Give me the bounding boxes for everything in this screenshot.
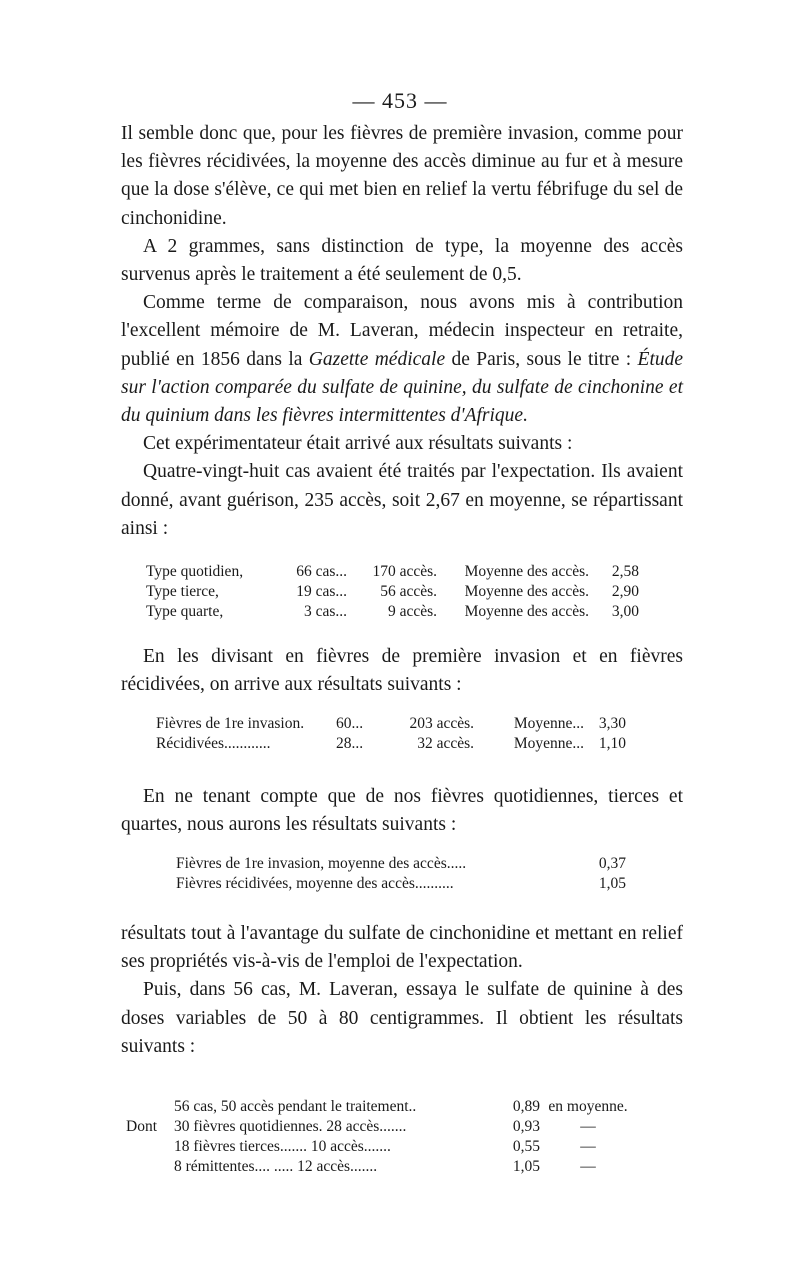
table-row (146, 562, 639, 582)
attacks-cell: 56 accès. (380, 583, 437, 600)
text-block-division (121, 643, 683, 699)
suffix-cell: — (580, 1158, 596, 1175)
para3-start: Comme terme de comparaison, nous avons mis à contribution l'excellent mémoire de M. Laveran, médecin inspecteur en retraite, publié en 1856 dans la (121, 292, 683, 370)
cases-cell: 60... (336, 715, 364, 732)
paragraph-two-grams: A 2 grammes, sans distinction de type, la moyenne des accès survenus après le traitement a été seulement de 0,5. (121, 235, 683, 286)
mean-label-cell: Fièvres de 1re invasion, moyenne des accès..... (176, 855, 467, 872)
journal-title: Gazette médicale (308, 348, 446, 370)
table-row (146, 582, 639, 602)
type-cell: Type quotidien, (146, 563, 244, 580)
mean-label-cell: Moyenne... (513, 715, 584, 732)
text-block-own-results (121, 783, 683, 839)
mean-value-cell: 1,10 (598, 735, 626, 752)
table-expectation-invasion (156, 714, 626, 754)
mean-value-cell: 3,00 (611, 603, 639, 620)
cases-cell: 3 cas... (303, 603, 347, 620)
mean-value-cell: 3,30 (598, 715, 626, 732)
attacks-cell: 203 accès. (409, 715, 474, 732)
paragraph-own-results: En ne tenant compte que de nos fièvres quotidiennes, tierces et quartes, nous aurons les résultats suivants : (121, 786, 683, 836)
mean-value-cell: 1,05 (598, 875, 626, 892)
description-cell: 56 cas, 50 accès pendant le traitement.. (174, 1098, 417, 1115)
text-block-intro (121, 120, 683, 543)
table-row (176, 854, 626, 874)
table-row (156, 734, 626, 754)
table-row (176, 874, 626, 894)
table-row (126, 1157, 636, 1177)
mean-value-cell: 0,37 (598, 855, 626, 872)
paragraph-laveran-reference (121, 289, 683, 430)
type-cell: Fièvres de 1re invasion. (156, 715, 305, 732)
cases-cell: 66 cas... (296, 563, 347, 580)
suffix-cell: — (580, 1118, 596, 1135)
paragraph-quinine-trial: Puis, dans 56 cas, M. Laveran, essaya le sulfate de quinine à des doses variables de 50 à 80 centigrammes. Il obtient les résultats suivants : (121, 979, 683, 1057)
study-title: Étude sur l'action comparée du sulfate de quinine, du sulfate de cinchonine et du quinium dans les fièvres intermittentes d'Afrique. (121, 348, 684, 427)
description-cell: 30 fièvres quotidiennes. 28 accès....... (174, 1118, 407, 1135)
paragraph-dose-trend: Il semble donc que, pour les fièvres de première invasion, comme pour les fièvres récidivées, la moyenne des accès diminue au fur et à mesure que la dose s'élève, ce qui met bien en relief la vertu fébrifuge du sel de cinchonidine. (121, 123, 683, 229)
table-row (126, 1137, 636, 1157)
prefix-cell (126, 1157, 174, 1177)
mean-label-cell: Moyenne des accès. (464, 603, 589, 620)
para3-mid: de Paris, sous le titre : (445, 348, 638, 370)
mean-value-cell: 0,93 (512, 1118, 540, 1135)
paragraph-advantage: résultats tout à l'avantage du sulfate de cinchonidine et mettant en relief ses propriétés vis-à-vis de l'emploi de l'expectation. (121, 923, 683, 973)
paragraph-expectation: Quatre-vingt-huit cas avaient été traités par l'expectation. Ils avaient donné, avant guérison, 235 accès, soit 2,67 en moyenne, se répartissant ainsi : (121, 461, 683, 539)
description-cell: 8 rémittentes.... ..... 12 accès....... (174, 1158, 378, 1175)
prefix-cell (126, 1097, 174, 1117)
type-cell: Récidivées............ (156, 735, 271, 752)
suffix-cell: — (580, 1138, 596, 1155)
cases-cell: 28... (336, 735, 364, 752)
table-row (126, 1117, 636, 1137)
suffix-cell: en moyenne. (548, 1098, 628, 1115)
mean-value-cell: 0,55 (512, 1138, 540, 1155)
table-quinine-results (126, 1097, 636, 1177)
page-number: — 453 — (352, 88, 448, 113)
type-cell: Type quarte, (146, 603, 224, 620)
table-cinchonidine-means (176, 854, 626, 894)
text-block-quinine (121, 920, 683, 1061)
table-expectation-types (146, 562, 639, 622)
mean-label-cell: Moyenne des accès. (464, 563, 589, 580)
mean-value-cell: 2,58 (611, 563, 639, 580)
attacks-cell: 32 accès. (417, 735, 474, 752)
mean-label-cell: Moyenne des accès. (464, 583, 589, 600)
attacks-cell: 170 accès. (372, 563, 437, 580)
paragraph-results-intro: Cet expérimentateur était arrivé aux résultats suivants : (143, 433, 573, 455)
mean-label-cell: Fièvres récidivées, moyenne des accès.......... (176, 875, 454, 892)
description-cell: 18 fièvres tierces....... 10 accès....... (174, 1138, 391, 1155)
paragraph-division: En les divisant en fièvres de première invasion et en fièvres récidivées, on arrive aux résultats suivants : (121, 646, 683, 696)
cases-cell: 19 cas... (296, 583, 347, 600)
table-row (156, 714, 626, 734)
mean-label-cell: Moyenne... (513, 735, 584, 752)
mean-value-cell: 2,90 (611, 583, 639, 600)
prefix-cell (126, 1137, 174, 1157)
type-cell: Type tierce, (146, 583, 219, 600)
attacks-cell: 9 accès. (387, 603, 437, 620)
mean-value-cell: 0,89 (512, 1098, 540, 1115)
table-row (126, 1097, 636, 1117)
mean-value-cell: 1,05 (512, 1158, 540, 1175)
prefix-cell: Dont (126, 1118, 157, 1135)
table-row (146, 602, 639, 622)
